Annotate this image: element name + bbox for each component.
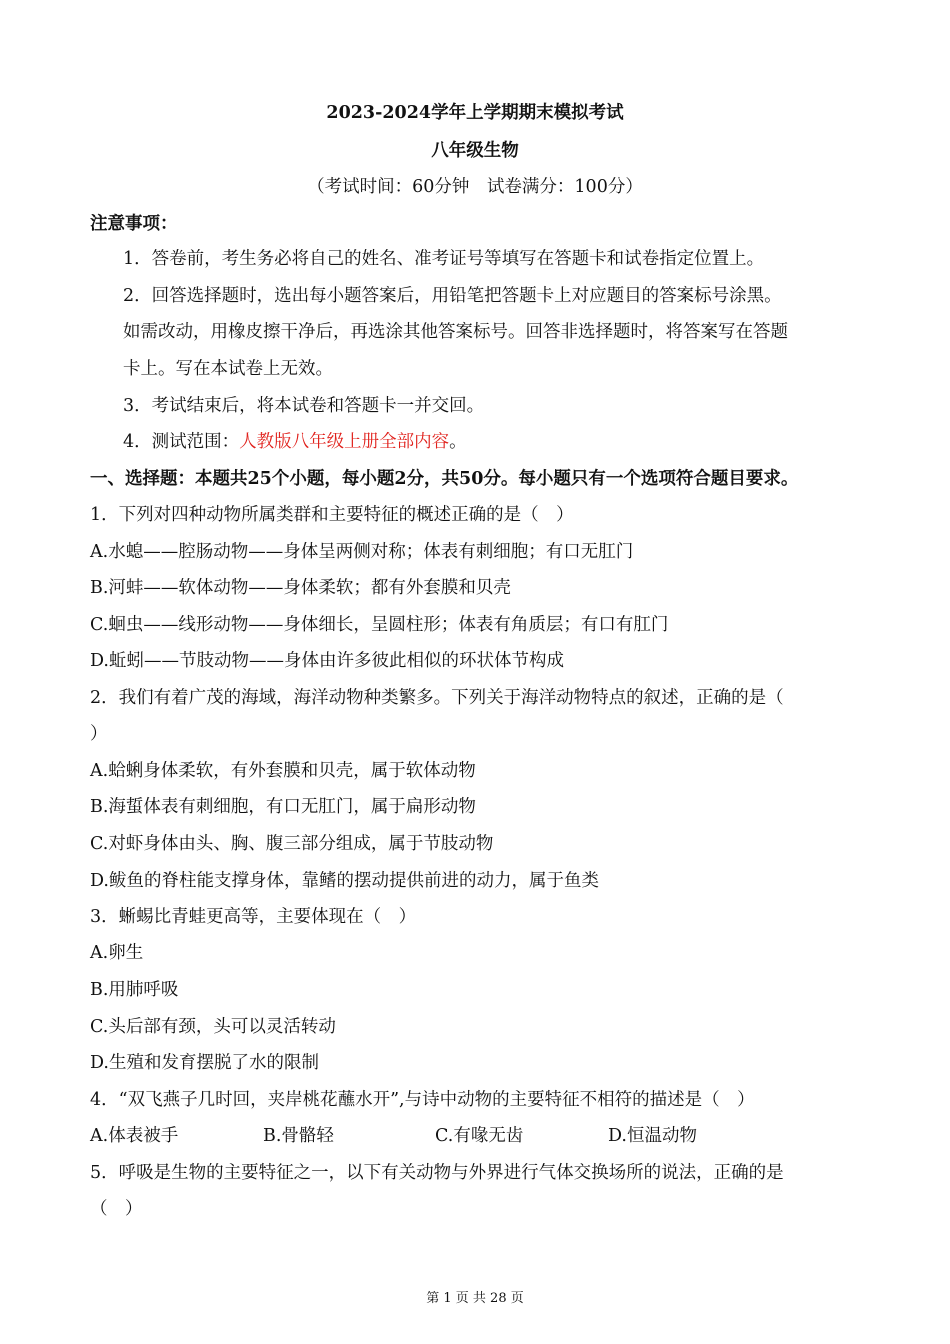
q4-option-c: C.有喙无齿 (435, 1126, 524, 1146)
notice-item-2-line-2: 如需改动，用橡皮擦干净后，再选涂其他答案标号。回答非选择题时，将答案写在答题 (123, 322, 788, 342)
q1-option-c: C.蛔虫——线形动物——身体细长，呈圆柱形；体表有角质层；有口有肛门 (90, 615, 669, 635)
q3-stem: 3．蜥蜴比青蛙更高等，主要体现在（ ） (90, 907, 417, 927)
section-heading: 一、选择题：本题共25个小题，每小题2分，共50分。每小题只有一个选项符合题目要求。 (90, 469, 799, 489)
exam-title: 2023-2024学年上学期期末模拟考试 (326, 103, 624, 123)
q2-option-d: D.鲅鱼的脊柱能支撑身体，靠鳍的摆动提供前进的动力，属于鱼类 (90, 871, 599, 891)
q4-stem: 4．“双飞燕子几时回，夹岸桃花蘸水开”,与诗中动物的主要特征不相符的描述是（ ） (90, 1090, 755, 1110)
test-range: 人教版八年级上册全部内容 (239, 432, 450, 452)
notice-item-2-line-3: 卡上。写在本试卷上无效。 (123, 359, 333, 379)
q3-option-d: D.生殖和发育摆脱了水的限制 (90, 1053, 319, 1073)
q2-option-a: A.蛤蜊身体柔软，有外套膜和贝壳，属于软体动物 (90, 761, 476, 781)
q1-option-a: A.水螅——腔肠动物——身体呈两侧对称；体表有刺细胞；有口无肛门 (90, 542, 634, 562)
notice-item-1: 1．答卷前，考生务必将自己的姓名、准考证号等填写在答题卡和试卷指定位置上。 (123, 249, 765, 269)
q4-options-row (90, 1124, 870, 1148)
notice-item-4 (123, 430, 467, 454)
q4-option-b: B.骨骼轻 (263, 1126, 334, 1146)
q1-option-b: B.河蚌——软体动物——身体柔软；都有外套膜和贝壳 (90, 578, 511, 598)
q3-option-b: B.用肺呼吸 (90, 980, 179, 1000)
q3-option-a: A.卵生 (90, 943, 144, 963)
exam-subject: 八年级生物 (431, 141, 519, 161)
notice-item-4-prefix: 4．测试范围： (123, 432, 240, 452)
q2-option-c: C.对虾身体由头、胸、腹三部分组成，属于节肢动物 (90, 834, 494, 854)
page-footer: 第 1 页 共 28 页 (426, 1291, 524, 1306)
q3-option-c: C.头后部有颈，头可以灵活转动 (90, 1017, 336, 1037)
q5-stem-line-2: （ ） (90, 1199, 143, 1219)
notice-item-3: 3．考试结束后，将本试卷和答题卡一并交回。 (123, 396, 485, 416)
q5-stem-line-1: 5．呼吸是生物的主要特征之一，以下有关动物与外界进行气体交换场所的说法，正确的是 (90, 1163, 784, 1183)
notice-item-4-suffix: 。 (449, 432, 467, 452)
q1-option-d: D.蚯蚓——节肢动物——身体由许多彼此相似的环状体节构成 (90, 651, 564, 671)
notice-item-2-line-1: 2．回答选择题时，选出每小题答案后，用铅笔把答题卡上对应题目的答案标号涂黑。 (123, 286, 782, 306)
q2-stem-line-1: 2．我们有着广茂的海域，海洋动物种类繁多。下列关于海洋动物特点的叙述，正确的是（ (90, 688, 784, 708)
q2-option-b: B.海蜇体表有刺细胞，有口无肛门，属于扁形动物 (90, 797, 476, 817)
q4-option-d: D.恒温动物 (608, 1126, 697, 1146)
q4-option-a: A.体表被手 (90, 1126, 179, 1146)
q2-stem-line-2: ） (90, 724, 108, 744)
exam-info: （考试时间：60分钟 试卷满分：100分） (307, 177, 643, 197)
notice-heading: 注意事项： (90, 214, 178, 234)
q1-stem: 1．下列对四种动物所属类群和主要特征的概述正确的是（ ） (90, 505, 574, 525)
